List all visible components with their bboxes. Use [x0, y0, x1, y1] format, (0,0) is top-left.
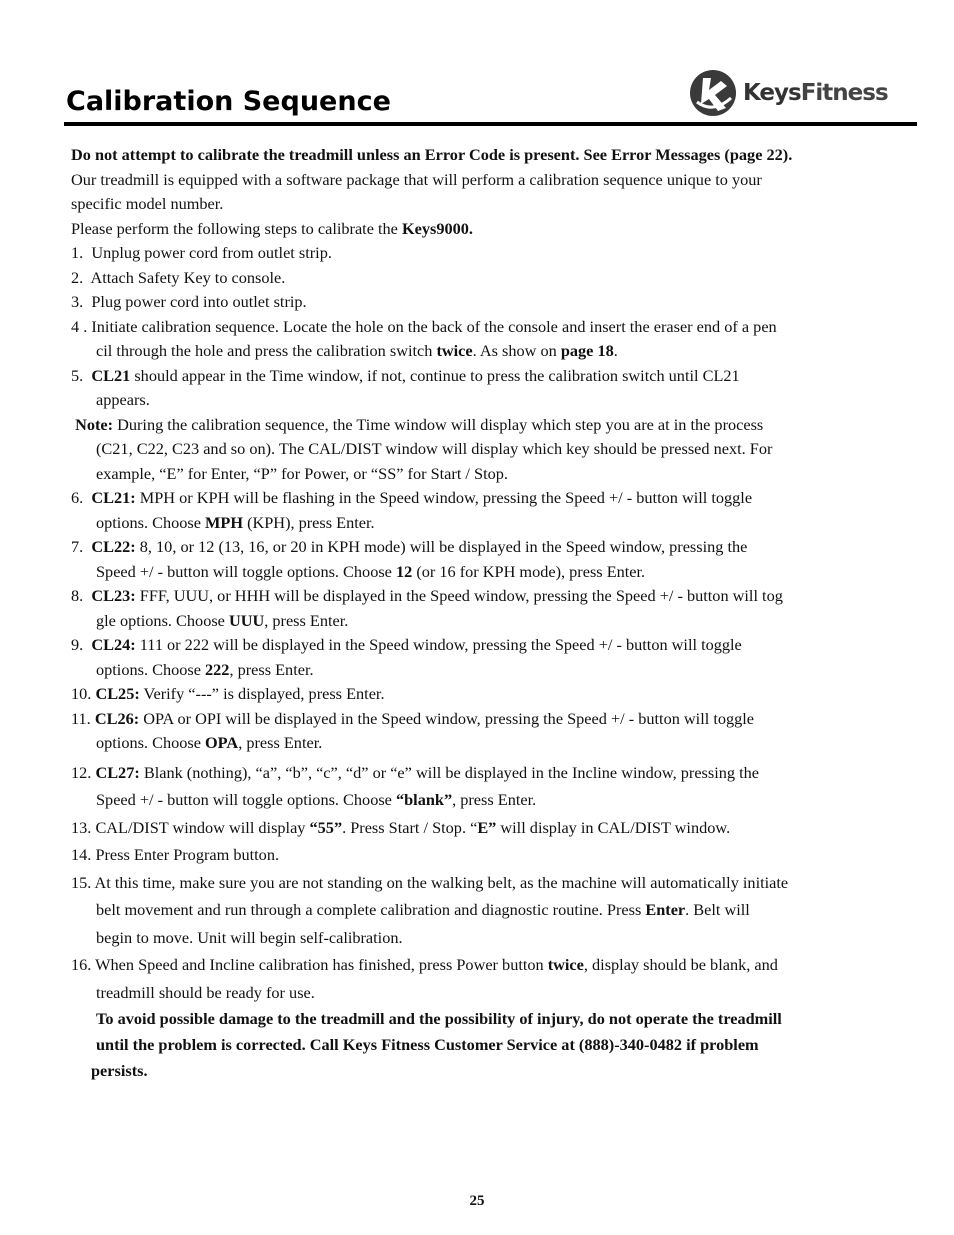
step-6: 6. CL21: MPH or KPH will be flashing in the Speed window, pressing the Speed +/ - button will toggle options. Choose MPH (KPH), press Enter.	[71, 488, 753, 532]
step-3: 3. Plug power cord into outlet strip.	[71, 292, 307, 311]
step-7: 7. CL22: 8, 10, or 12 (13, 16, or 20 in KPH mode) will be displayed in the Speed window, pressing the Speed +/ - button will toggle options. Choose 12 (or 16 for KPH mode), press Enter.	[71, 537, 748, 581]
step-1: 1. Unplug power cord from outlet strip.	[71, 243, 332, 262]
step-4: 4 . Initiate calibration sequence. Locate the hole on the back of the console and insert the eraser end of a pen cil through the hole and press the calibration switch twice. As show on page 18.	[71, 316, 777, 360]
page-number: 25	[469, 1193, 485, 1209]
step-13: 13. CAL/DIST window will display “55”. Press Start / Stop. “E” will display in CAL/DIST window.	[71, 817, 731, 837]
step-14: 14. Press Enter Program button.	[71, 845, 280, 864]
step-11: 11. CL26: OPA or OPI will be displayed in the Speed window, pressing the Speed +/ - button will toggle options. Choose OPA, press Enter.	[71, 708, 755, 752]
note: Note: During the calibration sequence, the Time window will display which step you are at in the process (C21, C22, C23 and so on). The CAL/DIST window will display which key should be pressed next. For example, “E” for Enter, “P” for Power, or “SS” for Start / Stop.	[75, 414, 773, 483]
step-12: 12. CL27: Blank (nothing), “a”, “b”, “c”, “d” or “e” will be displayed in the Incline window, pressing the Speed +/ - button will toggle options. Choose “blank”, press Enter.	[71, 762, 759, 809]
closing-warning: To avoid possible damage to the treadmill and the possibility of injury, do not operate the treadmill until the problem is corrected. Call Keys Fitness Customer Service at (888)-340-0482 if problem persists.	[91, 1009, 782, 1080]
step-2: 2. Attach Safety Key to console.	[71, 267, 286, 287]
logo-wordmark: KeysFitness	[743, 80, 888, 106]
intro-model-line: Please perform the following steps to calibrate the Keys9000.	[71, 218, 473, 238]
keys-fitness-emblem-icon	[689, 68, 737, 118]
step-5: 5. CL21 should appear in the Time window, if not, continue to press the calibration switch until CL21 appears.	[71, 365, 740, 409]
document-body	[71, 143, 901, 1084]
keys-fitness-logo	[689, 66, 899, 120]
step-8: 8. CL23: FFF, UUU, or HHH will be displayed in the Speed window, pressing the Speed +/ - button will tog gle options. Choose UUU, press Enter.	[71, 586, 783, 630]
step-10: 10. CL25: Verify “---” is displayed, press Enter.	[71, 684, 385, 703]
intro-paragraph-line: specific model number.	[71, 194, 224, 213]
intro-paragraph-line: Our treadmill is equipped with a software package that will perform a calibration sequence unique to your	[71, 169, 762, 189]
intro-warning: Do not attempt to calibrate the treadmill unless an Error Code is present. See Error Messages (page 22).	[71, 145, 793, 164]
step-9: 9. CL24: 111 or 222 will be displayed in the Speed window, pressing the Speed +/ - button will toggle options. Choose 222, press Enter.	[71, 635, 742, 679]
page-title: Calibration Sequence	[66, 86, 391, 117]
title-divider	[64, 122, 917, 126]
step-15: 15. At this time, make sure you are not standing on the walking belt, as the machine will automatically initiate belt movement and run through a complete calibration and diagnostic routine. Press Enter. Belt will begin to move. Unit will begin self-calibration.	[71, 872, 789, 947]
step-16: 16. When Speed and Incline calibration has finished, press Power button twice, display should be blank, and treadmill should be ready for use.	[71, 955, 778, 1002]
